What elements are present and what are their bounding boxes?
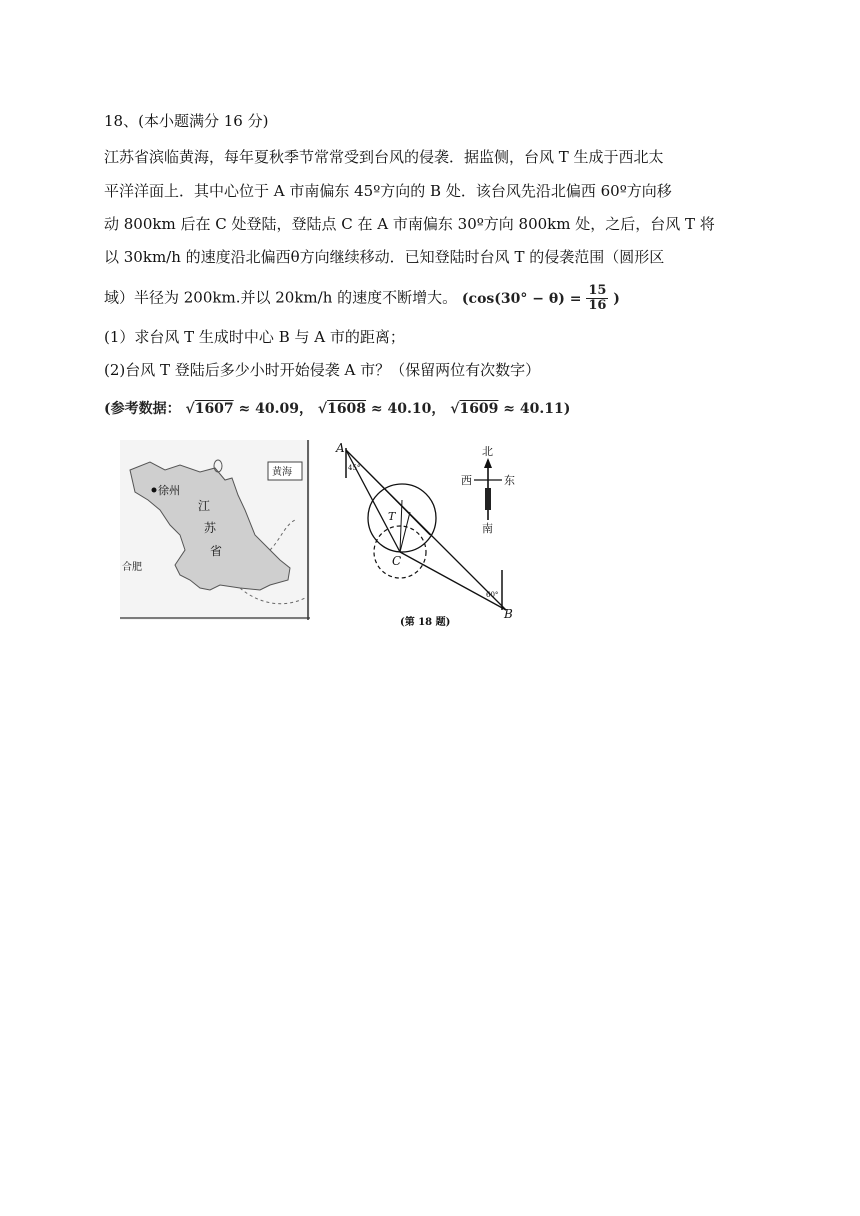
angle-b: 60° xyxy=(486,591,499,599)
problem-line-1: 江苏省滨临黄海，每年夏秋季节常常受到台风的侵袭．据监侧，台风 T 生成于西北太 xyxy=(104,148,664,166)
ref-prefix: (参考数据： xyxy=(104,401,181,417)
map-prov-2: 苏 xyxy=(204,521,217,535)
problem-line-5 xyxy=(104,284,620,313)
problem-line-4: 以 30km/h 的速度沿北偏西θ方向继续移动．已知登陆时台风 T 的侵袭范围（圆形区 xyxy=(104,248,665,266)
ref-root-1: 1607 xyxy=(194,401,234,417)
point-t: T xyxy=(388,510,396,523)
map-sea-label: 黄海 xyxy=(272,467,292,478)
point-b: B xyxy=(504,607,513,621)
jiangsu-map xyxy=(120,440,310,620)
ref-root-2: 1608 xyxy=(327,401,367,417)
compass-north: 北 xyxy=(482,445,493,458)
figure-caption: (第 18 题) xyxy=(400,617,451,628)
compass-east: 东 xyxy=(504,474,515,487)
ref-root-3: 1609 xyxy=(459,401,499,417)
cos-hint xyxy=(461,283,620,313)
reference-data: (参考数据： √1607 ≈ 40.09， √1608 ≈ 40.10， √1609 ≈ 40.11) xyxy=(104,401,571,417)
problem-line-5-text: 域）半径为 200km.并以 20km/h 的速度不断增大。 xyxy=(104,288,458,307)
cos-hint-fraction xyxy=(586,284,608,313)
cos-hint-den: 16 xyxy=(588,298,607,313)
ref-val-3: ≈ 40.11) xyxy=(503,401,571,417)
cos-hint-num: 15 xyxy=(588,283,607,298)
typhoon-circle xyxy=(368,484,436,552)
angle-a: 45° xyxy=(348,464,361,472)
question-1: (1）求台风 T 生成时中心 B 与 A 市的距离； xyxy=(104,328,405,346)
problem-line-2: 平洋洋面上．其中心位于 A 市南偏东 45º方向的 B 处．该台风先沿北偏西 60º方向移 xyxy=(104,182,672,200)
problem-line-3: 动 800km 后在 C 处登陆，登陆点 C 在 A 市南偏东 30º方向 800km 处，之后，台风 T 将 xyxy=(104,215,715,233)
map-prov-1: 江 xyxy=(198,499,211,513)
compass-west: 西 xyxy=(461,474,472,487)
problem-heading: 18、(本小题满分 16 分) xyxy=(104,112,269,130)
question-2: (2)台风 T 登陆后多少小时开始侵袭 A 市？（保留两位有次数字） xyxy=(104,361,541,379)
map-prov-3: 省 xyxy=(210,544,223,558)
compass-south: 南 xyxy=(482,522,493,535)
cos-hint-prefix: (cos(30° − θ) = xyxy=(461,290,582,307)
map-city-hefei: 合肥 xyxy=(122,562,142,573)
ref-val-1: ≈ 40.09， xyxy=(238,401,313,417)
geometry-figure xyxy=(330,440,530,630)
point-a: A xyxy=(336,441,345,455)
line-cb xyxy=(400,552,506,610)
compass-arrow-icon xyxy=(484,458,492,468)
ref-val-2: ≈ 40.10， xyxy=(370,401,446,417)
map-city-xuzhou: 徐州 xyxy=(158,484,180,497)
cos-hint-suffix: ) xyxy=(613,290,620,307)
point-c: C xyxy=(392,554,402,568)
